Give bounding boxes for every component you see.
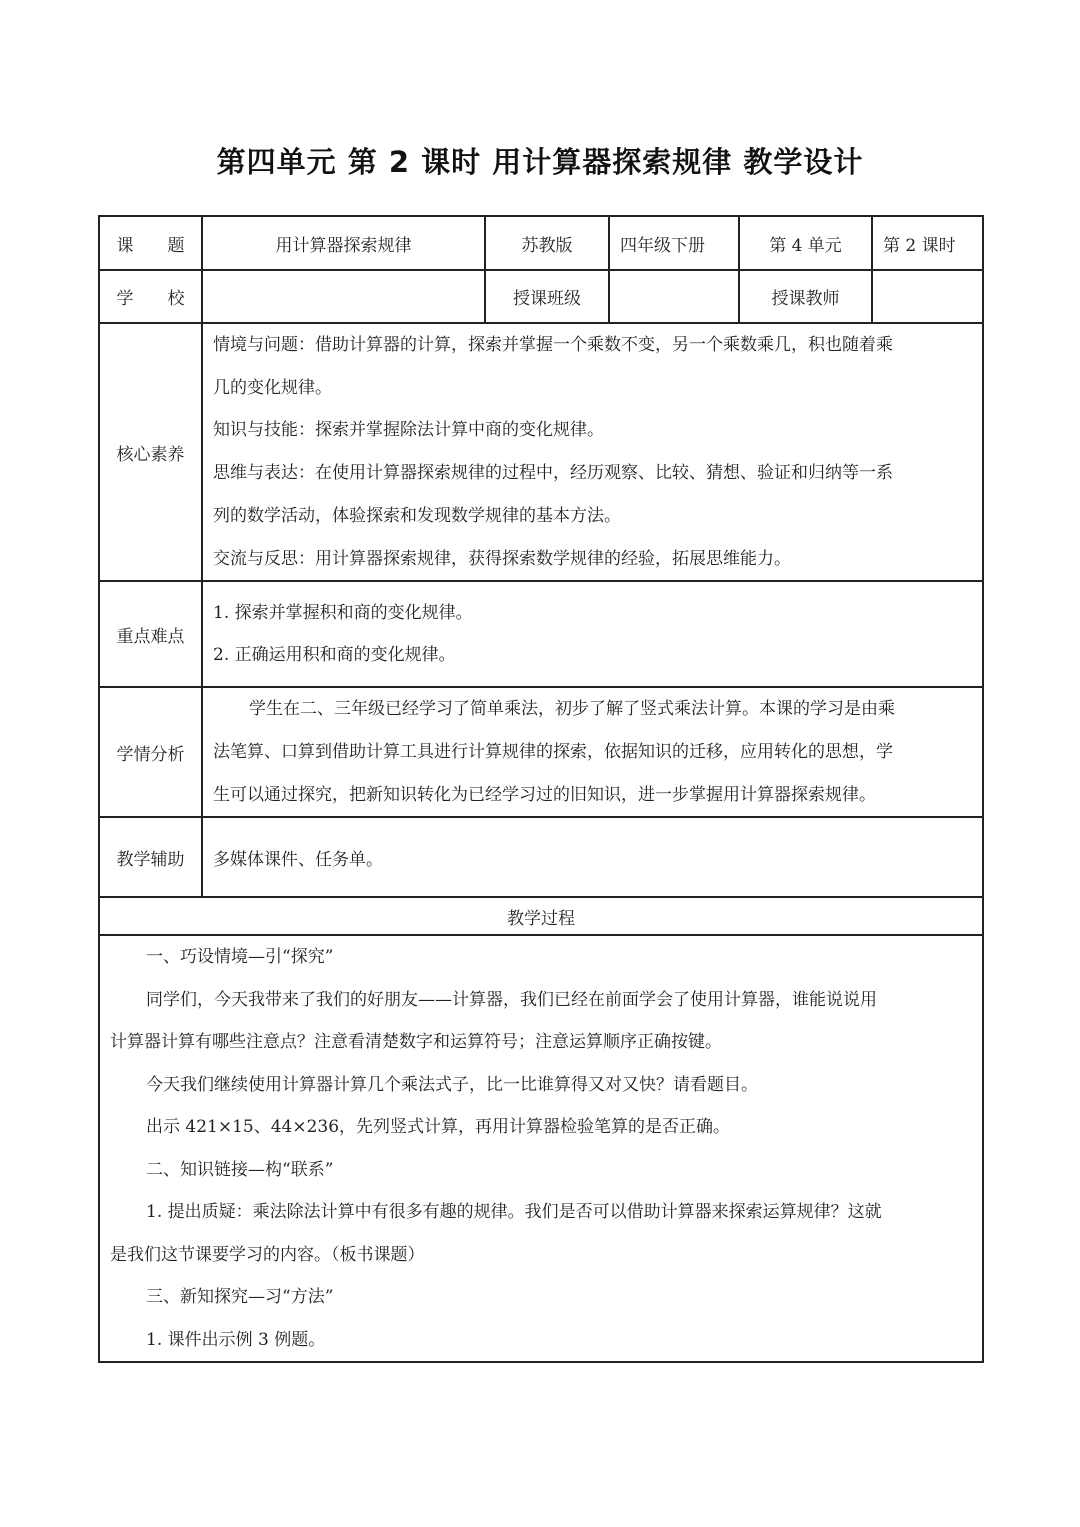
process-content xyxy=(99,935,983,1362)
analysis-line: 法笔算、口算到借助计算工具进行计算规律的探索，依据知识的迁移，应用转化的思想，学 xyxy=(213,741,893,762)
school-value xyxy=(202,270,485,323)
process-header-row xyxy=(99,897,983,935)
analysis-line: 生可以通过探究，把新知识转化为已经学习过的旧知识，进一步掌握用计算器探索规律。 xyxy=(213,784,876,805)
process-line: 二、知识链接—构“联系” xyxy=(146,1159,334,1180)
key-point-line: 1. 探索并掌握积和商的变化规律。 xyxy=(213,602,473,623)
core-line: 几的变化规律。 xyxy=(213,377,332,398)
core-label: 核心素养 xyxy=(99,323,202,581)
core-line: 列的数学活动，体验探索和发现数学规律的基本方法。 xyxy=(213,505,621,526)
aids-value: 多媒体课件、任务单。 xyxy=(202,817,983,897)
core-line: 思维与表达：在使用计算器探索规律的过程中，经历观察、比较、猜想、验证和归纳等一系 xyxy=(213,463,893,484)
page-title: 第四单元 第 2 课时 用计算器探索规律 教学设计 xyxy=(216,145,864,179)
teacher-value xyxy=(872,270,983,323)
process-line: 1. 课件出示例 3 例题。 xyxy=(146,1329,326,1350)
teacher-label: 授课教师 xyxy=(739,270,872,323)
process-line: 是我们这节课要学习的内容。（板书课题） xyxy=(110,1244,425,1265)
process-row xyxy=(99,935,983,1362)
lesson-plan-table xyxy=(98,215,984,1363)
key-points-row xyxy=(99,581,983,687)
key-points-content xyxy=(202,581,983,687)
process-line: 出示 421×15、44×236，先列竖式计算，再用计算器检验笔算的是否正确。 xyxy=(146,1117,731,1138)
analysis-row xyxy=(99,687,983,817)
school-label: 学 校 xyxy=(99,270,202,323)
core-literacy-row xyxy=(99,323,983,581)
school-row xyxy=(99,270,983,323)
process-line: 同学们，今天我带来了我们的好朋友——计算器，我们已经在前面学会了使用计算器，谁能说说用 xyxy=(146,989,877,1010)
edition: 苏教版 xyxy=(485,216,609,270)
class-label: 授课班级 xyxy=(485,270,609,323)
process-line: 1. 提出质疑：乘法除法计算中有很多有趣的规律。我们是否可以借助计算器来探索运算规律？这就 xyxy=(146,1202,882,1223)
process-line: 计算器计算有哪些注意点？注意看清楚数字和运算符号；注意运算顺序正确按键。 xyxy=(110,1032,722,1053)
analysis-label: 学情分析 xyxy=(99,687,202,817)
topic-value: 用计算器探索规律 xyxy=(202,216,485,270)
header-row xyxy=(99,216,983,270)
process-line: 今天我们继续使用计算器计算几个乘法式子，比一比谁算得又对又快？请看题目。 xyxy=(146,1074,758,1095)
aids-row xyxy=(99,817,983,897)
class-value xyxy=(609,270,739,323)
process-line: 三、新知探究—习“方法” xyxy=(146,1287,334,1308)
grade: 四年级下册 xyxy=(609,216,739,270)
core-line: 知识与技能：探索并掌握除法计算中商的变化规律。 xyxy=(213,420,604,441)
analysis-line: 学生在二、三年级已经学习了简单乘法，初步了解了竖式乘法计算。本课的学习是由乘 xyxy=(249,699,895,720)
key-point-line: 2. 正确运用积和商的变化规律。 xyxy=(213,645,456,666)
core-line: 情境与问题：借助计算器的计算，探索并掌握一个乘数不变，另一个乘数乘几，积也随着乘 xyxy=(213,335,893,355)
lesson: 第 2 课时 xyxy=(872,216,983,270)
core-content xyxy=(202,323,983,581)
aids-label: 教学辅助 xyxy=(99,817,202,897)
key-points-label: 重点难点 xyxy=(99,581,202,687)
analysis-content xyxy=(202,687,983,817)
process-header: 教学过程 xyxy=(99,897,983,935)
unit: 第 4 单元 xyxy=(739,216,872,270)
process-line: 一、巧设情境—引“探究” xyxy=(146,947,334,968)
core-line: 交流与反思：用计算器探索规律，获得探索数学规律的经验，拓展思维能力。 xyxy=(213,548,791,569)
topic-label: 课 题 xyxy=(99,216,202,270)
